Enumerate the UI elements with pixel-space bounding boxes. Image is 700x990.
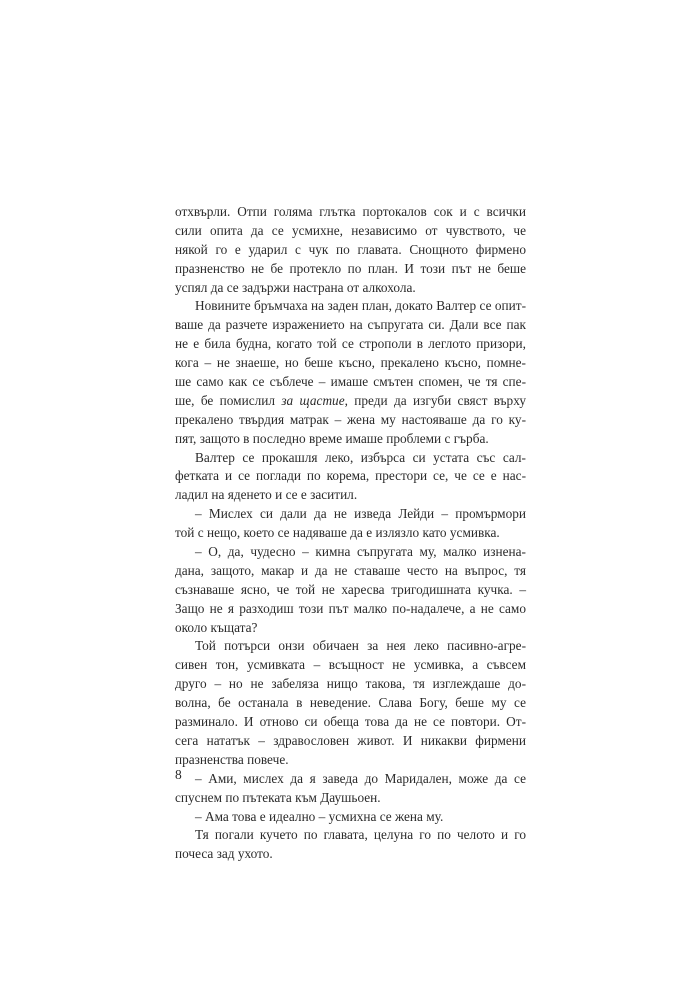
italic-phrase: за щастие	[281, 392, 345, 408]
text-line-segment: Тя погали кучето по главата, целуна го по челото и го	[195, 827, 526, 843]
text-line	[175, 505, 526, 524]
text-line-segment: почеса зад ухото.	[175, 846, 273, 862]
text-line-segment: Защо не я разходиш този път малко по-надалече, а не само	[175, 600, 526, 616]
text-line-segment: съзнаваше ясно, че той не харесва тригодишната кучка. –	[175, 581, 526, 597]
text-line	[175, 486, 526, 505]
text-line-segment: Той потърси онзи обичаен за нея леко пасивно-агре-	[195, 638, 526, 654]
text-line-segment: около къщата?	[175, 619, 258, 635]
text-line	[175, 808, 526, 827]
text-line-segment: фетката и се поглади по корема, престори се, че се е нас-	[175, 468, 526, 484]
text-line	[175, 260, 526, 279]
text-line-segment: ше само как се съблече – имаше смътен спомен, че тя спе-	[175, 374, 526, 390]
text-line	[175, 335, 526, 354]
text-line	[175, 316, 526, 335]
text-line-segment: прекалено твърдия матрак – жена му настояваше да го ку-	[175, 411, 526, 427]
text-line	[175, 751, 526, 770]
text-line-segment: сега нататък – здравословен живот. И никакви фирмени	[175, 732, 526, 748]
body-text	[175, 203, 526, 864]
text-line	[175, 845, 526, 864]
text-line	[175, 694, 526, 713]
text-line	[175, 354, 526, 373]
text-line-segment: празненство не бе протекло по план. И този път не беше	[175, 260, 526, 276]
text-line-segment: Новините бръмчаха на заден план, докато Валтер се опит-	[195, 298, 526, 314]
text-line	[175, 581, 526, 600]
text-line	[175, 392, 526, 411]
text-line-segment: , преди да изгуби свяст върху	[344, 392, 526, 408]
text-line-segment: не е била будна, когато той се строполи в леглото призори,	[175, 336, 526, 352]
text-line	[175, 430, 526, 449]
text-line	[175, 770, 526, 789]
text-line	[175, 373, 526, 392]
text-line	[175, 656, 526, 675]
text-line	[175, 543, 526, 562]
text-line-segment: Валтер се прокашля леко, избърса си устата със сал-	[195, 449, 526, 465]
text-line	[175, 600, 526, 619]
text-line-segment: празненства повече.	[175, 751, 289, 767]
text-line	[175, 789, 526, 808]
text-line-segment: – Ама това е идеално – усмихна се жена му.	[195, 808, 444, 824]
text-line-segment: – Мислех си дали да не изведа Лейди – промърмори	[195, 506, 526, 522]
text-line-segment: спуснем по пътеката към Даушьоен.	[175, 789, 381, 805]
text-line	[175, 449, 526, 468]
text-line-segment: волна, бе останала в неведение. Слава Богу, беше му се	[175, 695, 526, 711]
text-line-segment: пят, защото в последно време имаше проблеми с гърба.	[175, 430, 489, 446]
text-line-segment: той с нещо, което се надяваше да е излязло като усмивка.	[175, 525, 500, 541]
text-line-segment: друго – но не забеляза нищо такова, тя изглеждаше до-	[175, 676, 526, 692]
page-number: 8	[175, 767, 182, 782]
text-line-segment: отхвърли. Отпи голяма глътка портокалов сок и с всички	[175, 204, 526, 219]
text-line	[175, 619, 526, 638]
text-line-segment: успял да се задържи настрана от алкохола.	[175, 279, 416, 295]
text-line	[175, 713, 526, 732]
text-line	[175, 203, 526, 222]
text-line	[175, 562, 526, 581]
text-line	[175, 411, 526, 430]
text-line-segment: дана, защото, макар и да не ставаше често на въпрос, тя	[175, 562, 526, 578]
text-line-segment: ше, бе помислил	[175, 392, 282, 408]
text-line-segment: сили опита да се усмихне, независимо от чувството, че	[175, 222, 526, 238]
text-line-segment: сивен тон, усмивката – всъщност не усмивка, а съвсем	[175, 657, 526, 673]
text-line	[175, 297, 526, 316]
text-line	[175, 222, 526, 241]
text-line	[175, 826, 526, 845]
text-line	[175, 524, 526, 543]
text-line	[175, 467, 526, 486]
text-line-segment: ладил на яденето и се е заситил.	[175, 487, 358, 503]
text-line	[175, 241, 526, 260]
text-line-segment: кога – не знаеше, но беше късно, прекалено късно, помне-	[175, 355, 526, 371]
text-line-segment: – О, да, чудесно – кимна съпругата му, малко изнена-	[195, 544, 526, 560]
text-line	[175, 732, 526, 751]
text-line-segment: разминало. И отново си обеща това да не се повтори. От-	[175, 714, 526, 730]
text-line-segment: някой го е ударил с чук по главата. Снощното фирмено	[175, 241, 526, 257]
text-line	[175, 279, 526, 298]
text-line	[175, 637, 526, 656]
text-line-segment: ваше да разчете изражението на съпругата си. Дали все пак	[175, 317, 526, 333]
text-line	[175, 675, 526, 694]
text-line-segment: – Ами, мислех да я заведа до Маридален, може да се	[195, 770, 526, 786]
